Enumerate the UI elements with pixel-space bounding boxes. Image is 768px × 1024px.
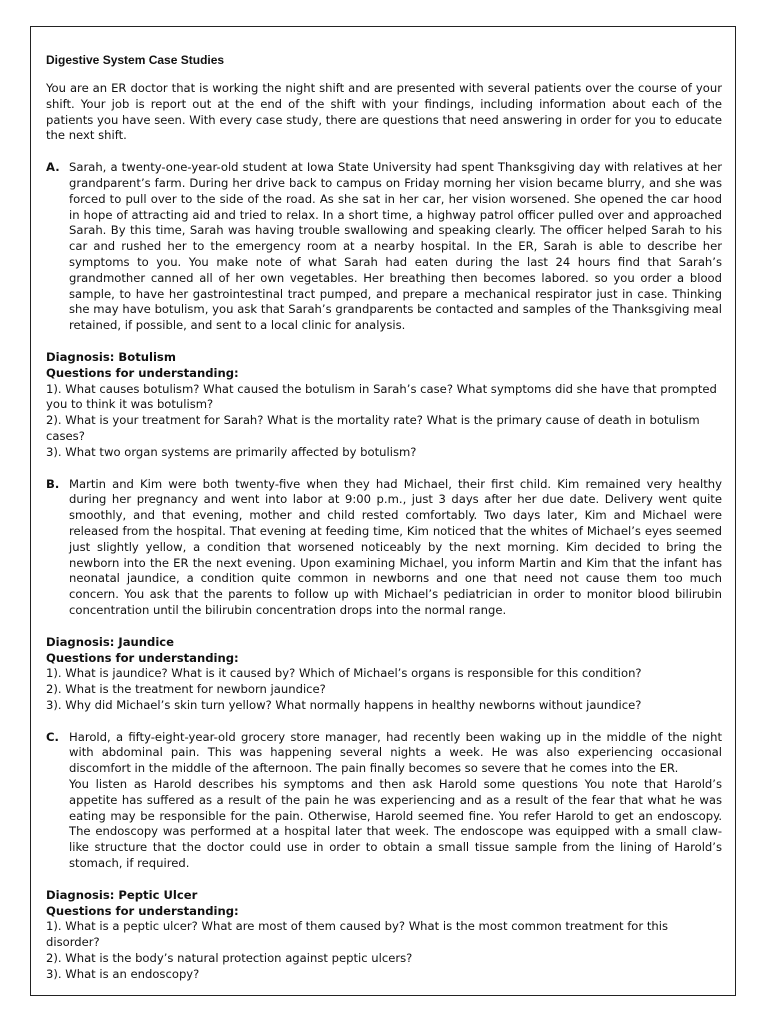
diagnosis-label: Diagnosis: Peptic Ulcer bbox=[46, 887, 198, 902]
questions-heading: Questions for understanding: bbox=[46, 365, 239, 380]
case-paragraph: Martin and Kim were both twenty-five when they had Michael, their first child. Kim remained very healthy during her pregnancy and went into labor at 9:00 p.m., just 3 days after her due date. Delivery went quite smoothly, and that evening, mother and child rested comfortably. Two days later, Kim and Michael were released from the hospital. That evening at feeding time, Kim noticed that the whites of Michael’s eyes seemed just slightly yellow, a condition that worsened noticeably by the next morning. Kim decided to bring the newborn into the ER the next evening. Upon examining Michael, you inform Martin and Kim that the infant has neonatal jaundice, a condition quite common in newborns and one that need not cause them too much concern. You ask that the parents to follow up with Michael’s pediatrician in order to monitor blood bilirubin concentration until the bilirubin concentration drops into the normal range. bbox=[69, 476, 722, 617]
intro-paragraph: You are an ER doctor that is working the night shift and are presented with several patients over the course of your shift. Your job is report out at the end of the shift with your findings, including information about each of the patients you have seen. With every case study, there are questions that need answering in order for you to educate the next shift. bbox=[46, 81, 722, 143]
question-list bbox=[46, 382, 722, 461]
case-a bbox=[46, 160, 722, 334]
questions-heading: Questions for understanding: bbox=[46, 650, 239, 665]
question-item: 2). What is your treatment for Sarah? What is the mortality rate? What is the primary cause of death in botulism cases? bbox=[46, 413, 700, 443]
diagnosis-label: Diagnosis: Jaundice bbox=[46, 634, 175, 649]
case-letter: C. bbox=[46, 729, 59, 744]
case-letter: B. bbox=[46, 476, 60, 491]
case-paragraph: Harold, a fifty-eight-year-old grocery store manager, had recently been waking up in the middle of the night with abdominal pain. This was happening several nights a week. He was also experiencing occasional discomfort in the middle of the afternoon. The pain finally becomes so severe that he comes into the ER. bbox=[69, 729, 722, 776]
questions-heading: Questions for understanding: bbox=[46, 903, 239, 918]
case-c bbox=[46, 730, 722, 872]
question-item: 2). What is the body’s natural protection against peptic ulcers? bbox=[46, 951, 413, 966]
case-body bbox=[69, 477, 722, 619]
question-item: 3). Why did Michael’s skin turn yellow? What normally happens in healthy newborns without jaundice? bbox=[46, 697, 642, 712]
document-title: Digestive System Case Studies bbox=[46, 53, 225, 67]
question-item: 1). What is jaundice? What is it caused by? Which of Michael’s organs is responsible for this condition? bbox=[46, 666, 642, 681]
question-item: 3). What two organ systems are primarily affected by botulism? bbox=[46, 444, 417, 459]
document-content bbox=[46, 52, 722, 999]
case-body bbox=[69, 730, 722, 872]
case-b bbox=[46, 477, 722, 619]
question-item: 2). What is the treatment for newborn jaundice? bbox=[46, 682, 326, 697]
question-item: 1). What causes botulism? What caused the botulism in Sarah’s case? What symptoms did she have that prompted you to think it was botulism? bbox=[46, 381, 717, 412]
case-letter: A. bbox=[46, 160, 60, 175]
case-body bbox=[69, 160, 722, 334]
case-paragraph: You listen as Harold describes his symptoms and then ask Harold some questions You note that Harold’s appetite has suffered as a result of the pain he was experiencing and as a result of the fear that what he was eating may be responsible for the pain. Otherwise, Harold seemed fine. You refer Harold to get an endoscopy. The endoscopy was performed at a hospital later that week. The endoscope was equipped with a small claw-like structure that the doctor could use in order to obtain a small tissue sample from the lining of Harold’s stomach, if required. bbox=[69, 777, 722, 871]
question-item: 3). What is an endoscopy? bbox=[46, 966, 200, 981]
question-list bbox=[46, 666, 722, 713]
document-page bbox=[30, 26, 736, 996]
question-item: 1). What is a peptic ulcer? What are most of them caused by? What is the most common treatment for this disorder? bbox=[46, 919, 668, 950]
question-list bbox=[46, 919, 722, 982]
case-paragraph: Sarah, a twenty-one-year-old student at Iowa State University had spent Thanksgiving day with relatives at her grandparent’s farm. During her drive back to campus on Friday morning her vision became blurry, and she was forced to pull over to the side of the road. As she sat in her car, her vision worsened. She opened the car hood in hope of attracting aid and tried to relax. In a short time, a highway patrol officer pulled over and approached Sarah. By this time, Sarah was having trouble swallowing and speaking clearly. The officer helped Sarah to his car and rushed her to the emergency room at a nearby hospital. In the ER, Sarah is able to describe her symptoms to you. You make note of what Sarah had eaten during the last 24 hours find that Sarah’s grandmother canned all of her own vegetables. Her breathing then becomes labored. so you order a blood sample, to have her gastrointestinal tract pumped, and prepare a mechanical respirator just in case. Thinking she may have botulism, you ask that Sarah’s grandparents be contacted and samples of the Thanksgiving meal retained, if possible, and sent to a local clinic for analysis. bbox=[69, 160, 722, 333]
diagnosis-label: Diagnosis: Botulism bbox=[46, 349, 176, 364]
